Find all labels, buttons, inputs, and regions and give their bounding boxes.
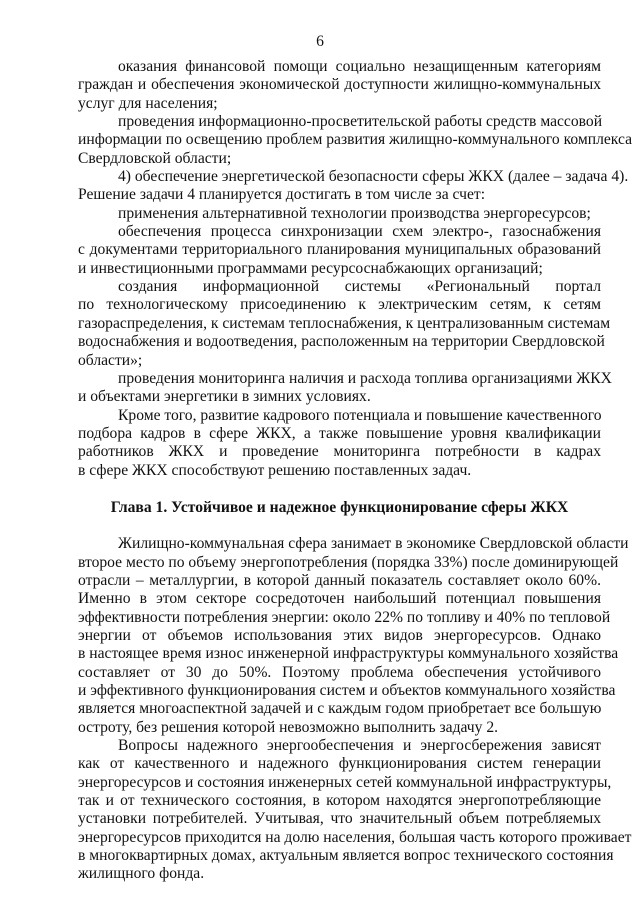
chapter-section: [78, 535, 632, 884]
text-line: в многоквартирных домах, актуальным является вопрос технического состояния: [78, 847, 614, 865]
text-line: создания информационной системы «Региональный портал: [118, 278, 601, 296]
paragraph: [78, 369, 612, 407]
text-line: так и от технического состояния, в котором находятся энергопотребляющие: [78, 792, 601, 810]
text-line: информации по освещению проблем развития жилищно-коммунального комплекса: [78, 131, 633, 149]
text-line: энергоресурсов приходится на долю населения, большая часть которого проживает: [78, 828, 632, 846]
text-line: оказания финансовой помощи социально незащищенным категориям: [118, 58, 601, 75]
text-line: эффективности потребления энергии: около 22% по топливу и 40% по тепловой: [78, 608, 611, 626]
chapter-heading: Глава 1. Устойчивое и надежное функционирование сферы ЖКХ: [110, 498, 569, 516]
text-line: энергоресурсов и состояния инженерных сетей коммунальной инфраструктуры,: [78, 773, 612, 791]
text-line: проведения мониторинга наличия и расхода топлива организациями ЖКХ: [118, 369, 612, 387]
text-line: как от качественного и надежного функционирования систем генерации: [78, 755, 601, 773]
text-line: Именно в этом секторе сосредоточен наибольший потенциал повышения: [78, 590, 601, 608]
text-line: по технологическому присоединению к электрическим сетям, к сетям: [78, 296, 601, 314]
paragraph: [78, 205, 601, 223]
text-line: проведения информационно-просветительской работы средств массовой: [118, 113, 603, 131]
paragraph: [78, 223, 601, 278]
text-line: второе место по объему энергопотребления (порядка 33%) после доминирующей: [78, 553, 619, 571]
page-number: 6: [316, 33, 324, 50]
text-line: остроту, без решения которой невозможно выполнить задачу 2.: [78, 718, 499, 736]
text-line: энергии от объемов использования этих видов энергоресурсов. Однако: [78, 626, 601, 644]
paragraph: [78, 113, 633, 168]
text-line: с документами территориального планирования муниципальных образований: [78, 241, 601, 259]
text-line: газораспределения, к системам теплоснабжения, к централизованным системам: [78, 314, 611, 332]
paragraph: [78, 737, 632, 884]
text-line: является многоаспектной задачей и с каждым годом приобретает все большую: [78, 700, 602, 718]
text-line: подбора кадров в сфере ЖКХ, а также повышение уровня квалификации: [78, 424, 601, 442]
text-line: работников ЖКХ и проведение мониторинга потребности в кадрах: [78, 443, 601, 461]
paragraph: [78, 168, 629, 205]
text-line: водоснабжения и водоотведения, расположенным на территории Свердловской: [78, 333, 605, 351]
paragraph: [78, 535, 629, 737]
text-line: применения альтернативной технологии производства энергоресурсов;: [118, 204, 591, 222]
text-line: и эффективного функционирования систем и объектов коммунального хозяйства: [78, 682, 616, 699]
text-line: Решение задачи 4 планируется достигать в том числе за счет:: [78, 186, 486, 204]
paragraph: [78, 58, 601, 113]
document-body: [78, 58, 633, 884]
text-line: составляет от 30 до 50%. Поэтому проблема обеспечения устойчивого: [78, 663, 601, 681]
text-line: в настоящее время износ инженерной инфраструктуры коммунального хозяйства: [78, 645, 619, 663]
text-line: отрасли – металлургии, в которой данный показатель составляет около 60%.: [78, 571, 601, 589]
spacer: [78, 480, 601, 499]
paragraph: [78, 407, 601, 480]
text-line: граждан и обеспечения экономической доступности жилищно-коммунальных: [78, 76, 601, 94]
text-line: Вопросы надежного энергообеспечения и энергосбережения зависят: [118, 737, 601, 755]
text-line: обеспечения процесса синхронизации схем электро-, газоснабжения: [118, 223, 601, 241]
text-line: Кроме того, развитие кадрового потенциала и повышение качественного: [118, 406, 602, 424]
text-line: в сфере ЖКХ способствуют решению поставленных задач.: [78, 461, 472, 479]
text-line: услуг для населения;: [78, 94, 218, 112]
text-line: Жилищно-коммунальная сфера занимает в экономике Свердловской области: [118, 535, 629, 553]
tasks-section: [78, 58, 633, 480]
text-line: Свердловской области;: [78, 149, 232, 167]
text-line: области»;: [78, 351, 143, 369]
text-line: и объектами энергетики в зимних условиях.: [78, 388, 371, 406]
text-line: 4) обеспечение энергетической безопасности сферы ЖКХ (далее – задача 4).: [118, 168, 629, 186]
text-line: жилищного фонда.: [78, 865, 205, 883]
text-line: и инвестиционными программами ресурсоснабжающих организаций;: [78, 259, 543, 277]
paragraph: [78, 278, 611, 370]
spacer: [78, 517, 601, 535]
text-line: установки потребителей. Учитывая, что значительный объем потребляемых: [78, 810, 601, 828]
